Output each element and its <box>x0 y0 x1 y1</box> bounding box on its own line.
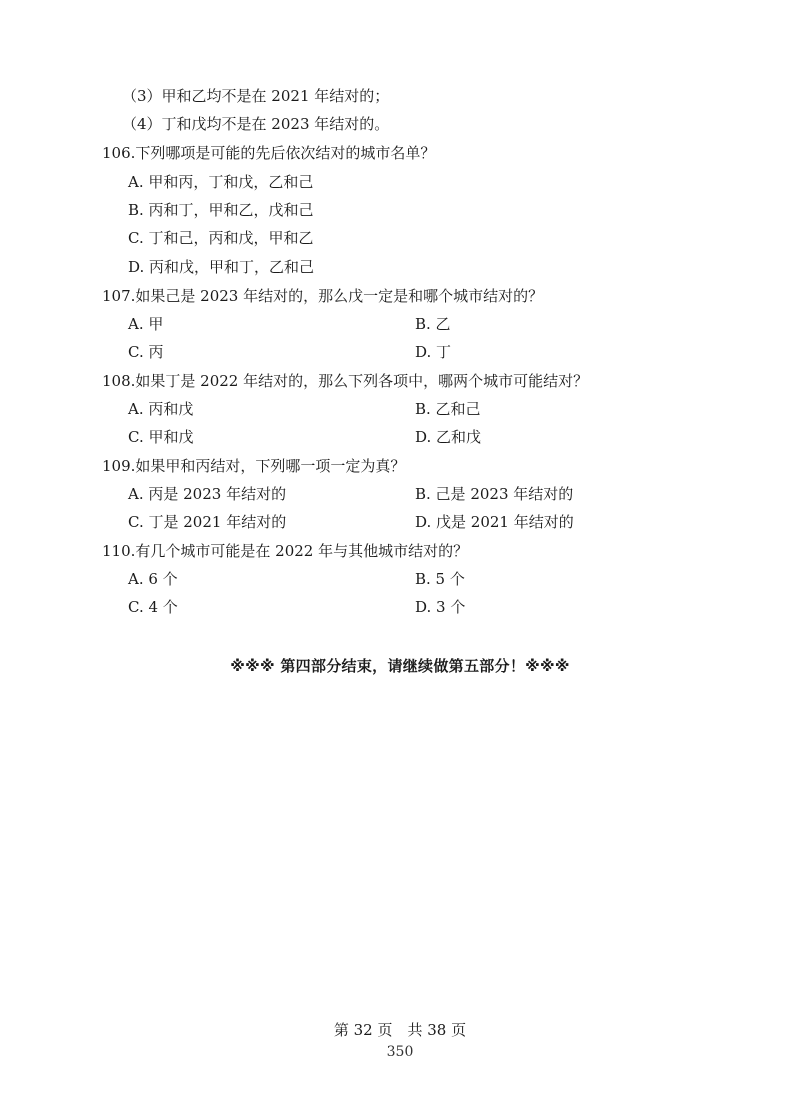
question-106-option-d: D. 丙和戊，甲和丁，乙和己 <box>128 258 315 276</box>
question-110-stem: 110.有几个城市可能是在 2022 年与其他城市结对的？ <box>102 542 469 560</box>
question-110-option-c: C. 4 个 <box>128 598 178 616</box>
page-indicator: 第 32 页 共 38 页 <box>333 1021 467 1039</box>
question-107-option-a: A. 甲 <box>128 315 164 333</box>
question-108-option-c: C. 甲和戊 <box>128 428 194 446</box>
question-108-stem: 108.如果丁是 2022 年结对的，那么下列各项中，哪两个城市可能结对？ <box>102 372 589 390</box>
page-number: 350 <box>386 1044 414 1060</box>
question-109-option-a: A. 丙是 2023 年结对的 <box>128 485 287 503</box>
question-107-stem: 107.如果己是 2023 年结对的，那么戊一定是和哪个城市结对的？ <box>102 287 544 305</box>
question-106-option-c: C. 丁和己，丙和戊，甲和乙 <box>128 229 314 247</box>
question-106-stem: 106.下列哪项是可能的先后依次结对的城市名单？ <box>102 144 436 162</box>
question-110-option-b: B. 5 个 <box>415 570 465 588</box>
question-109-stem: 109.如果甲和丙结对，下列哪一项一定为真？ <box>102 457 406 475</box>
question-108-option-d: D. 乙和戊 <box>415 428 482 446</box>
condition-3: （3）甲和乙均不是在 2021 年结对的； <box>122 87 390 105</box>
condition-4: （4）丁和戊均不是在 2023 年结对的。 <box>122 115 390 133</box>
question-107-option-d: D. 丁 <box>415 343 452 361</box>
question-107-option-c: C. 丙 <box>128 343 164 361</box>
question-110-option-d: D. 3 个 <box>415 598 466 616</box>
question-109-option-c: C. 丁是 2021 年结对的 <box>128 513 287 531</box>
question-108-option-b: B. 乙和己 <box>415 400 481 418</box>
question-107-option-b: B. 乙 <box>415 315 451 333</box>
question-106-option-b: B. 丙和丁，甲和乙，戊和己 <box>128 201 314 219</box>
question-108-option-a: A. 丙和戊 <box>128 400 194 418</box>
question-109-option-d: D. 戊是 2021 年结对的 <box>415 513 574 531</box>
section-end-banner: ※※※ 第四部分结束，请继续做第五部分！※※※ <box>230 657 570 675</box>
question-106-option-a: A. 甲和丙，丁和戊，乙和己 <box>128 173 314 191</box>
question-109-option-b: B. 己是 2023 年结对的 <box>415 485 574 503</box>
question-110-option-a: A. 6 个 <box>128 570 178 588</box>
